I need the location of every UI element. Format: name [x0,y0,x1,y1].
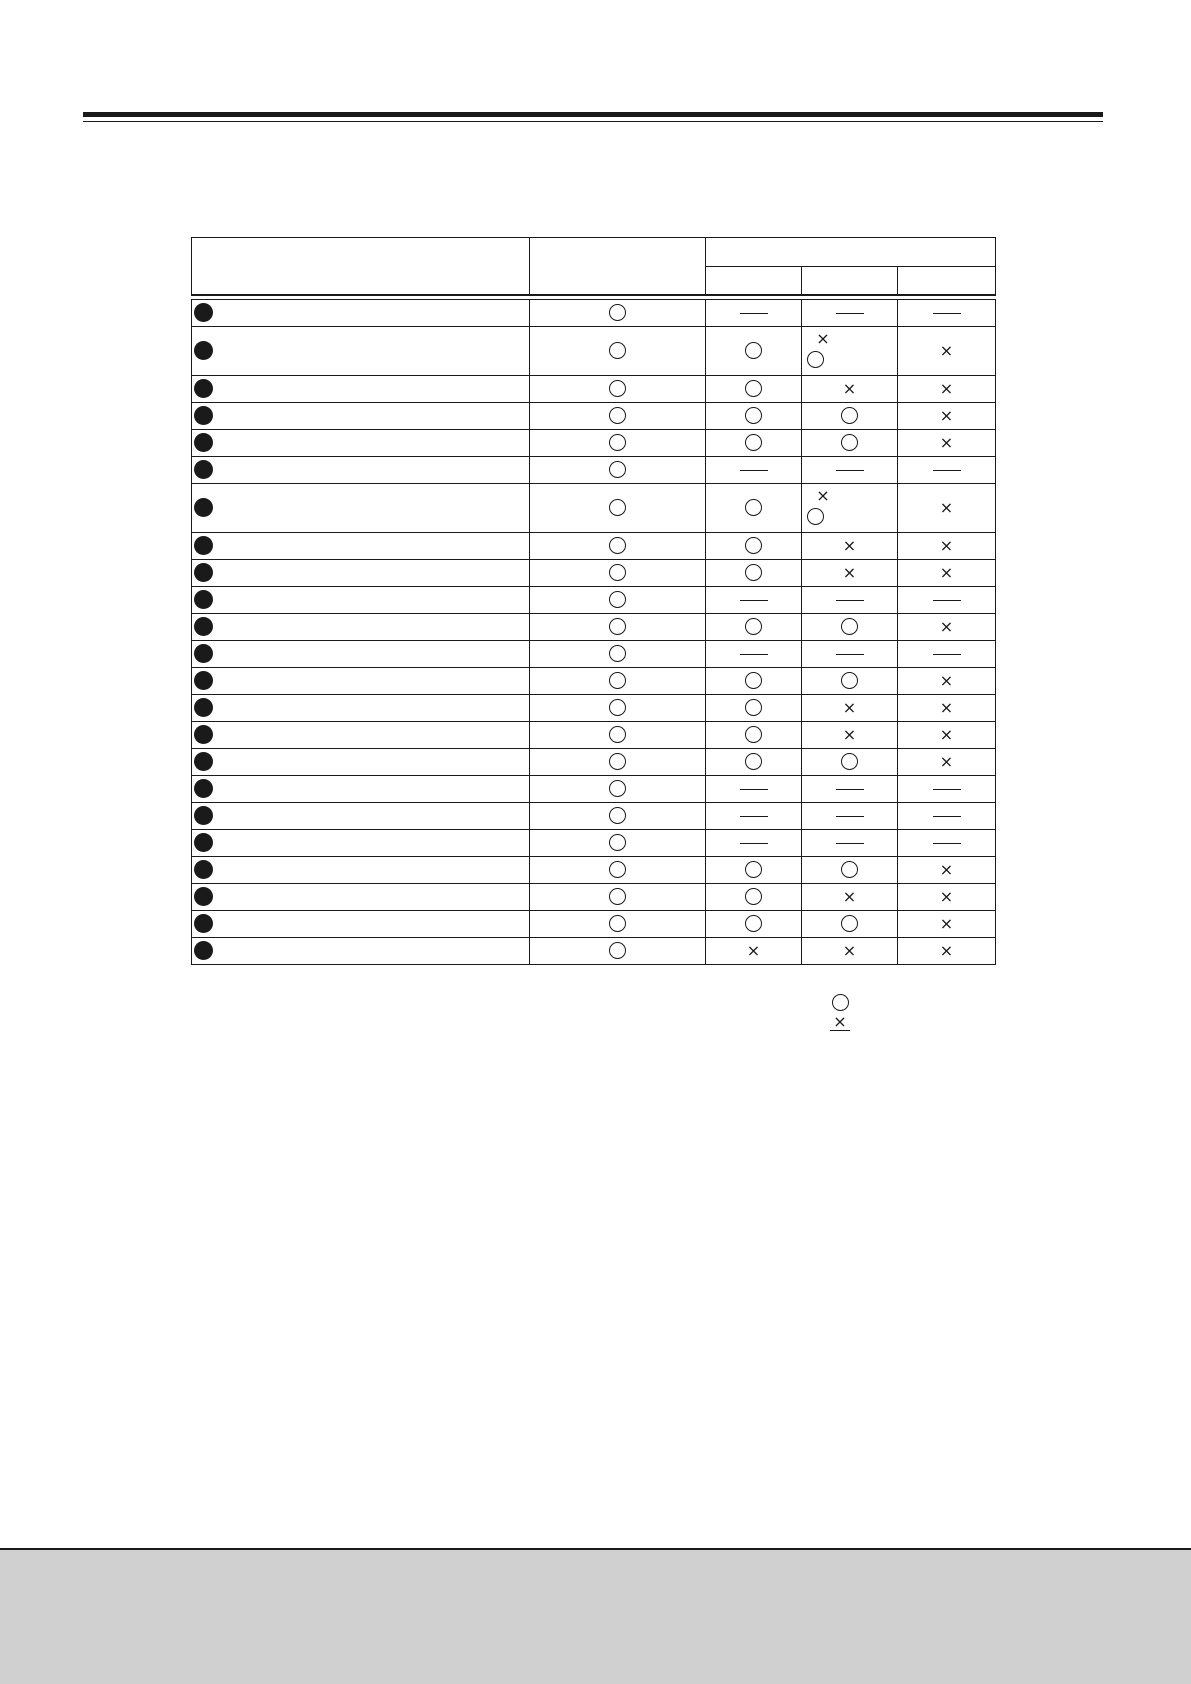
table-cell [801,560,897,586]
table-cell [529,560,705,586]
table-cell [897,430,996,456]
circle-icon [745,407,762,424]
table-cell [529,938,705,964]
cross-icon: × [939,617,954,636]
row-label-cell [191,403,529,429]
bullet-icon [194,698,213,717]
table-cell [801,911,897,937]
table-row [191,857,996,884]
row-label-cell [191,803,529,829]
header-cell-item [191,238,529,294]
dash-icon [740,816,768,817]
header-subcolumns [706,267,995,294]
circle-icon [609,807,626,824]
table-cell [897,327,996,375]
row-label-cell [191,857,529,883]
table-row [191,533,996,560]
comparison-table [191,237,996,965]
table-cell [529,533,705,559]
table-cell [529,484,705,532]
dash-icon [740,654,768,655]
table-row [191,803,996,830]
cross-icon: × [939,379,954,398]
table-cell [529,327,705,375]
cross-icon: × [939,860,954,879]
bullet-icon [194,806,213,825]
table-cell [897,668,996,694]
table-row [191,695,996,722]
table-cell [801,938,897,964]
table-cell [705,911,801,937]
table-cell [801,668,897,694]
table-cell [897,830,996,856]
table-cell [801,641,897,667]
table-row [191,376,996,403]
dash-icon [933,843,961,844]
dash-icon [836,313,864,314]
row-label-cell [191,614,529,640]
row-label-cell [191,830,529,856]
cross-icon: × [746,941,761,960]
row-label-cell [191,376,529,402]
legend-cross-icon: × [833,1012,847,1031]
circle-icon [745,342,762,359]
table-cell [529,587,705,613]
row-label-cell [191,484,529,532]
bullet-icon [194,833,213,852]
cross-icon: × [939,725,954,744]
circle-icon [609,380,626,397]
table-cell [801,376,897,402]
table-cell [897,484,996,532]
row-label-cell [191,776,529,802]
bullet-icon [194,644,213,663]
row-label-cell [191,560,529,586]
table-cell [801,327,897,375]
row-label-cell [191,327,529,375]
table-cell [897,695,996,721]
table-cell [705,884,801,910]
circle-icon [609,304,626,321]
table-row [191,938,996,965]
row-label-cell [191,533,529,559]
circle-icon [609,407,626,424]
cross-icon: × [842,563,857,582]
table-cell [705,300,801,326]
row-label-cell [191,457,529,483]
circle-icon [609,645,626,662]
circle-icon [745,861,762,878]
circle-icon [841,672,858,689]
circle-icon [609,537,626,554]
bullet-icon [194,617,213,636]
bullet-icon [194,941,213,960]
bullet-icon [194,725,213,744]
circle-icon [745,499,762,516]
dash-icon [740,789,768,790]
table-cell [705,695,801,721]
circle-icon [609,942,626,959]
table-cell [897,300,996,326]
bullet-icon [194,860,213,879]
table-row [191,327,996,376]
circle-icon [841,861,858,878]
table-cell [529,776,705,802]
bullet-icon [194,341,213,360]
circle-icon [745,380,762,397]
dash-icon [740,843,768,844]
table-cell [801,587,897,613]
header-rule-thin [83,121,1103,122]
circle-icon [609,753,626,770]
table-cell [897,803,996,829]
table-cell [705,376,801,402]
circle-icon [745,672,762,689]
circle-icon [745,888,762,905]
table-row [191,587,996,614]
circle-icon [609,888,626,905]
circle-icon [609,591,626,608]
row-label-cell [191,300,529,326]
table-cell [801,430,897,456]
bullet-icon [194,590,213,609]
header-rule-thick [83,112,1103,117]
bullet-icon [194,406,213,425]
cross-icon: × [939,536,954,555]
table-cell [897,938,996,964]
circle-icon [745,753,762,770]
bullet-icon [194,460,213,479]
table-cell [705,803,801,829]
table-cell [897,776,996,802]
table-cell [705,457,801,483]
table-cell [801,533,897,559]
header-group [705,238,996,294]
row-label-cell [191,911,529,937]
dash-icon [933,313,961,314]
circle-icon [609,564,626,581]
circle-icon [745,564,762,581]
table-cell [529,614,705,640]
row-label-cell [191,430,529,456]
table-row [191,300,996,327]
table-cell [897,641,996,667]
table-cell [801,884,897,910]
table-cell [801,749,897,775]
table-cell [897,376,996,402]
cross-icon: × [939,433,954,452]
cross-icon: × [842,887,857,906]
table-cell [529,641,705,667]
circle-icon [745,699,762,716]
circle-icon [609,499,626,516]
circle-icon [841,407,858,424]
cross-icon: × [939,941,954,960]
circle-icon [807,508,824,525]
table-cell [529,830,705,856]
table-cell [705,668,801,694]
table-cell [705,560,801,586]
table-row [191,641,996,668]
cross-icon: × [939,752,954,771]
header-cell-column-1 [529,238,705,294]
table-cell [897,722,996,748]
table-cell [705,857,801,883]
dash-icon [933,600,961,601]
dash-icon [836,816,864,817]
circle-icon [745,618,762,635]
cross-icon: × [842,536,857,555]
table-cell [801,830,897,856]
bullet-icon [194,498,213,517]
bullet-icon [194,914,213,933]
table-row [191,830,996,857]
table-cell [801,403,897,429]
table-cell [529,668,705,694]
table-cell [897,587,996,613]
circle-icon [609,461,626,478]
table-row [191,430,996,457]
dash-icon [836,470,864,471]
table-cell [801,857,897,883]
table-row [191,776,996,803]
bullet-icon [194,536,213,555]
dash-icon [933,470,961,471]
footer-band [0,1548,1191,1684]
table-row [191,484,996,533]
table-cell [801,776,897,802]
dash-icon [933,789,961,790]
cross-icon: × [939,914,954,933]
circle-icon [745,726,762,743]
cross-icon: × [816,329,830,348]
circle-icon [807,351,824,368]
table-cell [897,457,996,483]
table-cell [897,911,996,937]
table-cell [705,484,801,532]
circle-icon [841,915,858,932]
circle-icon [609,672,626,689]
cross-icon: × [842,698,857,717]
header-subcolumn-2 [801,267,896,294]
table-cell [529,376,705,402]
legend-circle-icon [832,994,849,1011]
table-row [191,614,996,641]
table-cell [705,533,801,559]
table-cell [801,803,897,829]
cross-icon: × [842,725,857,744]
table-cell [705,614,801,640]
cross-icon: × [842,379,857,398]
table-header [191,237,996,295]
table-row [191,668,996,695]
bullet-icon [194,671,213,690]
table-cell [705,938,801,964]
table-cell [529,857,705,883]
dash-icon [836,600,864,601]
circle-icon [745,537,762,554]
table-row [191,722,996,749]
dash-icon [836,654,864,655]
table-body [191,300,996,965]
dash-icon [836,843,864,844]
table-cell [705,641,801,667]
table-cell [897,533,996,559]
table-cell [529,403,705,429]
legend-underline [830,1030,850,1031]
circle-icon [841,753,858,770]
symbol-legend [830,994,852,1034]
bullet-icon [194,303,213,322]
table-cell [897,749,996,775]
cross-icon: × [939,698,954,717]
table-cell [529,300,705,326]
table-row [191,884,996,911]
row-label-cell [191,938,529,964]
table-cell [529,430,705,456]
circle-icon [609,434,626,451]
table-cell [897,560,996,586]
bullet-icon [194,433,213,452]
circle-icon [609,699,626,716]
table-cell [897,614,996,640]
dash-icon [933,816,961,817]
dash-icon [740,600,768,601]
table-cell [801,695,897,721]
table-cell [801,457,897,483]
cross-icon: × [816,486,830,505]
circle-icon [609,915,626,932]
table-cell [529,884,705,910]
row-label-cell [191,884,529,910]
row-label-cell [191,587,529,613]
table-cell [705,403,801,429]
table-cell [705,830,801,856]
header-group-title [706,238,995,267]
cross-icon: × [939,341,954,360]
table-cell [529,911,705,937]
circle-icon [609,342,626,359]
cross-icon: × [842,941,857,960]
table-cell [705,749,801,775]
cross-icon: × [939,887,954,906]
circle-icon [609,780,626,797]
cross-icon: × [939,671,954,690]
dash-icon [740,313,768,314]
table-row [191,457,996,484]
table-cell [529,749,705,775]
row-label-cell [191,749,529,775]
table-row [191,911,996,938]
cross-icon: × [939,498,954,517]
row-label-cell [191,641,529,667]
bullet-icon [194,779,213,798]
table-row [191,749,996,776]
bullet-icon [194,563,213,582]
table-cell [705,587,801,613]
table-cell [705,430,801,456]
circle-icon [841,434,858,451]
table-cell [801,300,897,326]
table-cell [705,776,801,802]
table-cell [529,457,705,483]
table-cell [529,803,705,829]
table-cell [529,695,705,721]
table-cell [801,484,897,532]
table-cell [705,722,801,748]
table-cell [801,722,897,748]
circle-icon [609,618,626,635]
table-cell [801,614,897,640]
dash-icon [933,654,961,655]
bullet-icon [194,752,213,771]
circle-icon [745,915,762,932]
bullet-icon [194,887,213,906]
circle-icon [609,861,626,878]
bullet-icon [194,379,213,398]
circle-icon [841,618,858,635]
circle-icon [609,834,626,851]
dash-icon [740,470,768,471]
circle-icon [609,726,626,743]
row-label-cell [191,695,529,721]
row-label-cell [191,668,529,694]
table-cell [897,857,996,883]
cross-icon: × [939,563,954,582]
table-cell [705,327,801,375]
table-cell [897,884,996,910]
header-subcolumn-3 [897,267,995,294]
dash-icon [836,789,864,790]
cross-icon: × [939,406,954,425]
circle-icon [745,434,762,451]
header-subcolumn-1 [706,267,801,294]
table-cell [529,722,705,748]
table-cell [897,403,996,429]
table-row [191,403,996,430]
row-label-cell [191,722,529,748]
table-row [191,560,996,587]
